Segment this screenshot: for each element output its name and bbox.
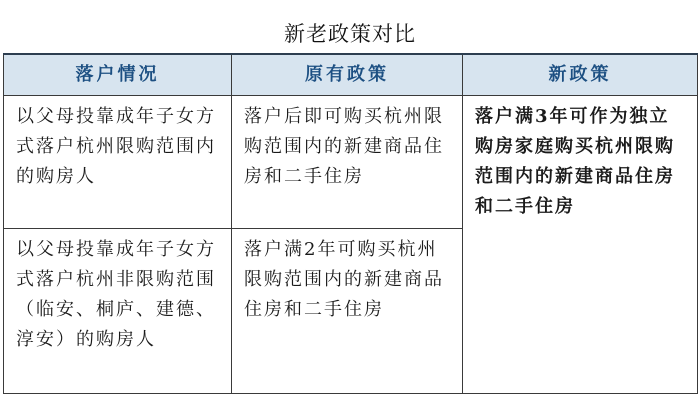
situation-cell: 以父母投靠成年子女方式落户杭州限购范围内的购房人	[4, 96, 232, 229]
policy-comparison-table	[3, 53, 698, 394]
table-header-row	[4, 54, 698, 96]
header-situation: 落户情况	[4, 54, 232, 96]
page-title: 新老政策对比	[284, 22, 416, 46]
old-policy-cell: 落户后即可购买杭州限购范围内的新建商品住房和二手住房	[232, 96, 463, 229]
header-old-policy: 原有政策	[232, 54, 463, 96]
old-policy-cell: 落户满2年可购买杭州限购范围内的新建商品住房和二手住房	[232, 229, 463, 394]
header-new-policy: 新政策	[463, 54, 698, 96]
situation-cell: 以父母投靠成年子女方式落户杭州非限购范围（临安、桐庐、建德、淳安）的购房人	[4, 229, 232, 394]
new-policy-cell: 落户满3年可作为独立购房家庭购买杭州限购范围内的新建商品住房和二手住房	[463, 96, 698, 394]
table-row	[4, 96, 698, 229]
